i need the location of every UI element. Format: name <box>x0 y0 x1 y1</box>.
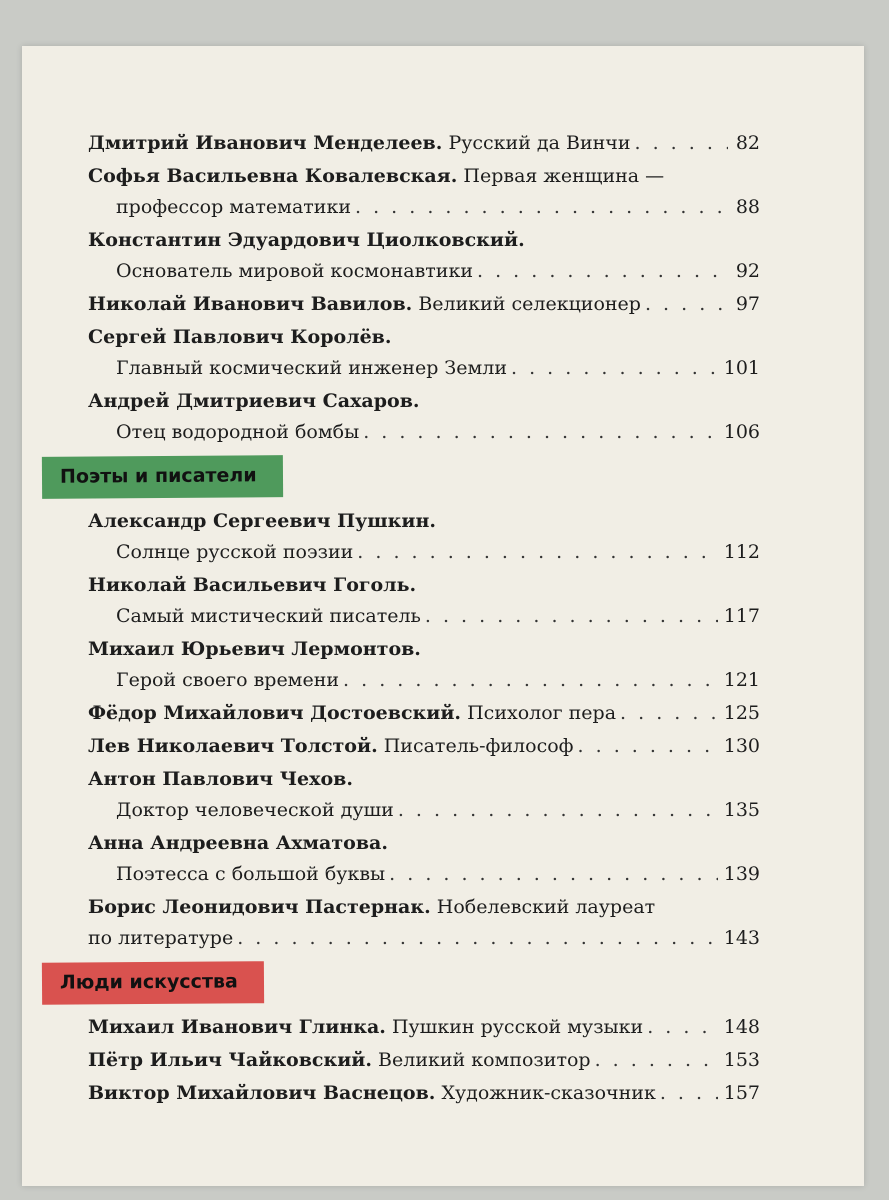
entry-page: 82 <box>735 132 760 154</box>
toc-entry-kovalevskaya-cont <box>88 192 760 223</box>
entry-name: Константин Эдуардович Циолковский. <box>88 229 525 251</box>
dot-leader <box>363 417 718 448</box>
entry-subtitle: Самый мистический писатель <box>116 605 421 627</box>
toc-entry-dostoevsky <box>88 698 760 729</box>
toc-entry-korolev <box>88 322 760 353</box>
entry-subtitle-line2: по литературе <box>88 927 234 949</box>
dot-leader <box>355 192 728 223</box>
entry-page: 153 <box>723 1049 760 1071</box>
entry-page: 139 <box>723 863 760 885</box>
entry-subtitle: Поэтесса с большой буквы <box>116 863 386 885</box>
dot-leader <box>578 731 718 762</box>
entry-subtitle: Художник-сказочник <box>441 1082 656 1104</box>
toc-entry-sakharov <box>88 386 760 417</box>
dot-leader <box>660 1078 718 1109</box>
entry-name: Пётр Ильич Чайковский. <box>88 1049 372 1071</box>
entry-name: Андрей Дмитриевич Сахаров. <box>88 390 420 412</box>
toc-entry-kovalevskaya <box>88 161 760 192</box>
entry-name: Фёдор Михайлович Достоевский. <box>88 702 462 724</box>
entry-name: Лев Николаевич Толстой. <box>88 735 378 757</box>
toc-entry-chekhov-cont <box>88 795 760 826</box>
entry-page: 97 <box>735 293 760 315</box>
entry-page: 135 <box>723 799 760 821</box>
toc-entry-tolstoy <box>88 731 760 762</box>
entry-name: Николай Иванович Вавилов. <box>88 293 413 315</box>
entry-page: 92 <box>735 260 760 282</box>
toc-entry-pasternak-cont <box>88 923 760 954</box>
toc-entry-mendeleev <box>88 128 760 159</box>
entry-name: Николай Васильевич Гоголь. <box>88 574 417 596</box>
toc-entry-tsiolkovsky <box>88 225 760 256</box>
dot-leader <box>647 1012 718 1043</box>
entry-subtitle-line1: Нобелевский лауреат <box>436 896 656 918</box>
entry-subtitle: Писатель-философ <box>383 735 574 757</box>
entry-name: Борис Леонидович Пастернак. <box>88 896 431 918</box>
toc-entry-tsiolkovsky-cont <box>88 256 760 287</box>
toc-entry-sakharov-cont <box>88 417 760 448</box>
entry-page: 106 <box>723 421 760 443</box>
toc-entry-pushkin <box>88 506 760 537</box>
entry-subtitle: Русский да Винчи <box>448 132 631 154</box>
section-header-art: Люди искусства <box>42 961 264 1005</box>
table-of-contents <box>59 128 760 1111</box>
entry-name: Михаил Иванович Глинка. <box>88 1016 386 1038</box>
entry-name: Антон Павлович Чехов. <box>88 768 353 790</box>
dot-leader <box>343 665 718 696</box>
entry-page: 101 <box>723 357 760 379</box>
entry-name: Виктор Михайлович Васнецов. <box>88 1082 436 1104</box>
toc-entry-pasternak <box>88 892 760 923</box>
entry-subtitle: Великий композитор <box>378 1049 591 1071</box>
toc-entry-akhmatova-cont <box>88 859 760 890</box>
toc-entry-glinka <box>88 1012 760 1043</box>
entry-name: Михаил Юрьевич Лермонтов. <box>88 638 421 660</box>
entry-subtitle: Великий селекционер <box>418 293 641 315</box>
entry-subtitle: Основатель мировой космонавтики <box>116 260 474 282</box>
entry-page: 143 <box>723 927 760 949</box>
entry-subtitle-line2: профессор математики <box>116 196 351 218</box>
entry-name: Дмитрий Иванович Менделеев. <box>88 132 443 154</box>
toc-entry-tchaikovsky <box>88 1045 760 1076</box>
toc-entry-chekhov <box>88 764 760 795</box>
entry-page: 112 <box>723 541 760 563</box>
entry-name: Анна Андреевна Ахматова. <box>88 832 388 854</box>
entry-name: Александр Сергеевич Пушкин. <box>88 510 437 532</box>
dot-leader <box>425 601 718 632</box>
dot-leader <box>477 256 728 287</box>
dot-leader <box>389 859 718 890</box>
entry-name: Софья Васильевна Ковалевская. <box>88 165 458 187</box>
entry-page: 148 <box>723 1016 760 1038</box>
entry-page: 130 <box>723 735 760 757</box>
toc-entry-gogol-cont <box>88 601 760 632</box>
entry-page: 121 <box>723 669 760 691</box>
entry-subtitle: Психолог пера <box>467 702 617 724</box>
toc-entry-akhmatova <box>88 828 760 859</box>
dot-leader <box>357 537 717 568</box>
entry-page: 117 <box>723 605 760 627</box>
toc-entry-gogol <box>88 570 760 601</box>
toc-entry-lermontov-cont <box>88 665 760 696</box>
toc-entry-lermontov <box>88 634 760 665</box>
toc-entry-vavilov <box>88 289 760 320</box>
dot-leader <box>237 923 718 954</box>
dot-leader <box>635 128 728 159</box>
entry-subtitle: Герой своего времени <box>116 669 340 691</box>
entry-subtitle: Главный космический инженер Земли <box>116 357 508 379</box>
entry-subtitle: Пушкин русской музыки <box>391 1016 644 1038</box>
toc-entry-pushkin-cont <box>88 537 760 568</box>
dot-leader <box>595 1045 718 1076</box>
entry-subtitle: Доктор человеческой души <box>116 799 394 821</box>
entry-subtitle: Солнце русской поэзии <box>116 541 354 563</box>
dot-leader <box>645 289 728 320</box>
toc-entry-vasnetsov <box>88 1078 760 1109</box>
entry-subtitle: Отец водородной бомбы <box>116 421 360 443</box>
dot-leader <box>620 698 718 729</box>
dot-leader <box>398 795 718 826</box>
entry-page: 125 <box>723 702 760 724</box>
entry-page: 88 <box>735 196 760 218</box>
entry-subtitle-line1: Первая женщина — <box>463 165 665 187</box>
dot-leader <box>511 353 718 384</box>
section-header-poets: Поэты и писатели <box>42 455 283 499</box>
entry-name: Сергей Павлович Королёв. <box>88 326 392 348</box>
toc-entry-korolev-cont <box>88 353 760 384</box>
entry-page: 157 <box>723 1082 760 1104</box>
